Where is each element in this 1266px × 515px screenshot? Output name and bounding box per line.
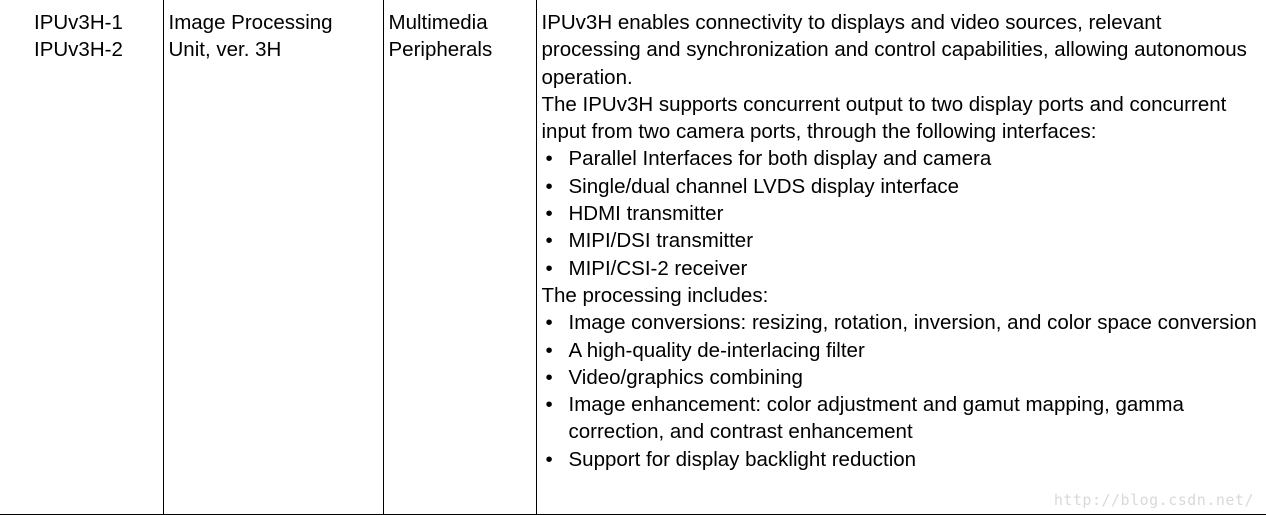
list-item: • HDMI transmitter	[542, 200, 1262, 227]
list-item: • Image enhancement: color adjustment and gamut mapping, gamma correction, and contrast enhancement	[542, 391, 1262, 446]
description-intro: IPUv3H enables connectivity to displays and video sources, relevant processing and synchronization and control capabilities, allowing autonomous operation.	[541, 11, 1247, 89]
module-category: Multimedia Peripherals	[388, 11, 493, 62]
list-item: • Single/dual channel LVDS display interface	[542, 173, 1262, 200]
module-name-cell	[163, 0, 383, 515]
list-item: • Parallel Interfaces for both display and camera	[542, 145, 1262, 172]
description-cell	[536, 0, 1266, 515]
list-item: • MIPI/CSI-2 receiver	[542, 255, 1262, 282]
processing-list	[542, 309, 1262, 473]
interfaces-list	[542, 145, 1262, 281]
instance-name: IPUv3H-1	[34, 11, 123, 34]
list-item: • Image conversions: resizing, rotation, inversion, and color space conversion	[542, 309, 1262, 336]
instance-cell	[0, 0, 163, 515]
processing-heading: The processing includes:	[541, 283, 769, 307]
list-item: • Support for display backlight reduction	[542, 446, 1262, 473]
category-cell	[383, 0, 536, 515]
list-item: • MIPI/DSI transmitter	[542, 227, 1262, 254]
list-item: • Video/graphics combining	[542, 364, 1262, 391]
instance-name: IPUv3H-2	[34, 38, 123, 62]
list-item: • A high-quality de-interlacing filter	[542, 337, 1262, 364]
interfaces-heading: The IPUv3H supports concurrent output to two display ports and concurrent input from two camera ports, through the following interfaces:	[541, 92, 1227, 144]
module-name: Image Processing Unit, ver. 3H	[168, 11, 333, 62]
watermark: http://blog.csdn.net/	[1053, 491, 1254, 509]
